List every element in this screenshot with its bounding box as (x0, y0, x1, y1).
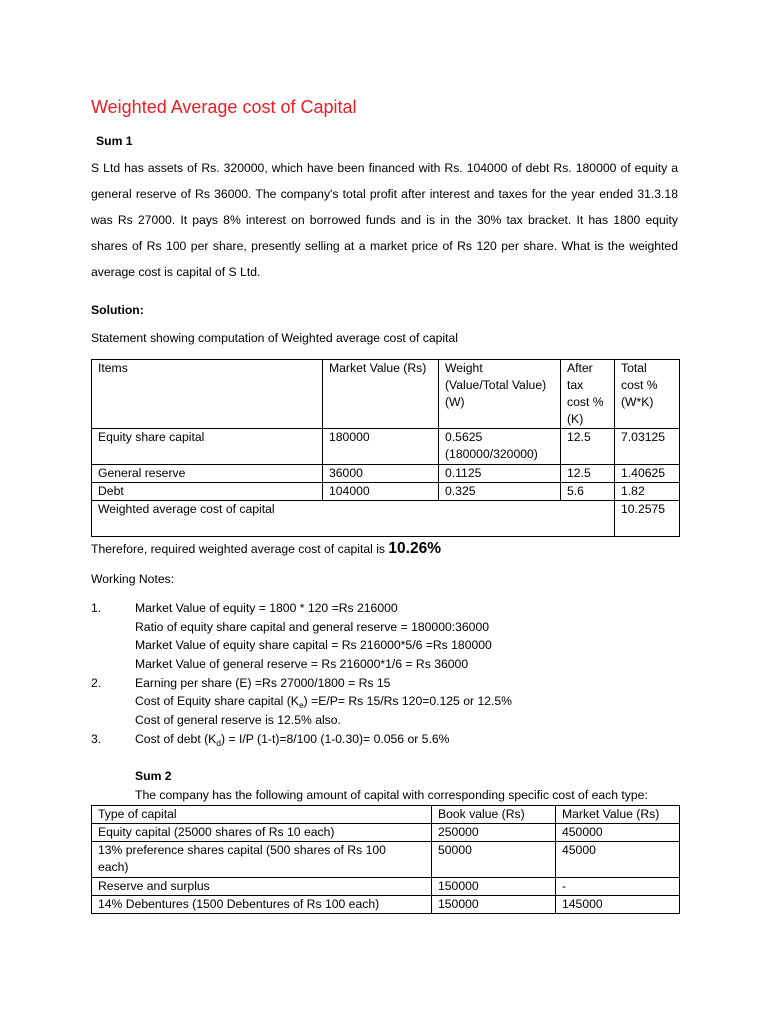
question-line: general reserve of Rs 36000. The company's total profit after interest and taxes for the year ended 31.3.18 (91, 187, 678, 201)
note-line: Market Value of equity = 1800 * 120 =Rs 216000 (135, 601, 398, 615)
note-line (135, 692, 678, 711)
table-row (92, 483, 680, 501)
subscript: e (298, 700, 304, 711)
column-header-after-tax-cost: After tax cost % (K) (561, 360, 615, 429)
column-header-total-cost: Total cost % (W*K) (615, 360, 680, 429)
note-line: Ratio of equity share capital and general reserve = 180000:36000 (135, 619, 490, 634)
working-notes-list (91, 599, 678, 749)
column-header-type-of-capital: Type of capital (92, 806, 432, 824)
column-header-weight: Weight (Value/Total Value) (W) (439, 360, 561, 429)
table-header-row (92, 360, 680, 429)
working-notes-label: Working Notes: (91, 572, 175, 586)
table-cell: 1.82 (615, 483, 680, 501)
table-row (92, 429, 680, 465)
note-line: Market Value of general reserve = Rs 216000*1/6 = Rs 36000 (135, 657, 469, 672)
question-line: average cost is capital of S Ltd. (91, 265, 261, 279)
table-cell: General reserve (92, 465, 323, 483)
working-note (91, 674, 678, 730)
table-cell: Equity share capital (92, 429, 323, 465)
table-cell: 5.6 (561, 483, 615, 501)
table-cell: Debt (92, 483, 323, 501)
note-line: Market Value of equity share capital = Rs 216000*5/6 =Rs 180000 (135, 638, 492, 653)
table-row (92, 842, 680, 878)
table-cell: 145000 (556, 896, 680, 914)
note-number: 3. (91, 731, 102, 746)
note-line (135, 730, 678, 749)
table-cell: 104000 (323, 483, 439, 501)
note-line: Cost of general reserve is 12.5% also. (135, 713, 341, 728)
wacc-computation-table (91, 359, 680, 537)
sum2-intro: The company has the following amount of capital with corresponding specific cost of each type: (135, 788, 648, 802)
table-row (92, 465, 680, 483)
working-note (91, 730, 678, 749)
solution-label: Solution: (91, 303, 144, 317)
column-header-market-value: Market Value (Rs) (556, 806, 680, 824)
table-cell: 12.5 (561, 429, 615, 465)
note-number: 2. (91, 675, 102, 690)
question-line: S Ltd has assets of Rs. 320000, which have been financed with Rs. 104000 of debt Rs. 180000 of equity a (91, 161, 678, 175)
total-label: Weighted average cost of capital (92, 501, 615, 537)
table-cell: 180000 (323, 429, 439, 465)
table-cell: 0.5625 (180000/320000) (439, 429, 561, 465)
table-total-row (92, 501, 680, 537)
table-row (92, 824, 680, 842)
table-cell: 1.40625 (615, 465, 680, 483)
subscript: d (216, 737, 222, 748)
note-number: 1. (91, 601, 102, 615)
table-cell: Equity capital (25000 shares of Rs 10 each) (92, 824, 432, 842)
question-line: was Rs 27000. It pays 8% interest on borrowed funds and is in the 30% tax bracket. It has 1800 equity (91, 213, 678, 227)
sum1-question (91, 155, 678, 285)
table-row (92, 878, 680, 896)
sum2-heading: Sum 2 (135, 769, 172, 783)
table-cell: - (556, 878, 680, 896)
table-cell: 150000 (432, 896, 556, 914)
table-cell: 14% Debentures (1500 Debentures of Rs 100 each) (92, 896, 432, 914)
table-cell: Reserve and surplus (92, 878, 432, 896)
note-text: Cost of debt (K (135, 731, 217, 746)
table-cell: 7.03125 (615, 429, 680, 465)
conclusion (91, 539, 441, 559)
note-text: ) = I/P (1-t)=8/100 (1-0.30)= 0.056 or 5.6% (221, 731, 450, 746)
statement-caption: Statement showing computation of Weighted average cost of capital (91, 331, 458, 345)
table-cell: 36000 (323, 465, 439, 483)
column-header-book-value: Book value (Rs) (432, 806, 556, 824)
table-cell: 50000 (432, 842, 556, 878)
table-header-row (92, 806, 680, 824)
note-text: ) =E/P= Rs 15/Rs 120=0.125 or 12.5% (303, 694, 513, 709)
note-line: Earning per share (E) =Rs 27000/1800 = Rs 15 (135, 675, 391, 690)
capital-structure-table (91, 805, 680, 914)
table-cell: 45000 (556, 842, 680, 878)
question-line: shares of Rs 100 per share, presently selling at a market price of Rs 120 per share. What is the weighted (91, 239, 678, 253)
table-cell: 250000 (432, 824, 556, 842)
column-header-items: Items (92, 360, 323, 429)
working-note (91, 599, 678, 674)
sum1-heading: Sum 1 (96, 134, 133, 148)
table-cell: 0.325 (439, 483, 561, 501)
table-cell: 450000 (556, 824, 680, 842)
table-cell: 0.1125 (439, 465, 561, 483)
table-cell: 150000 (432, 878, 556, 896)
total-value: 10.2575 (615, 501, 680, 537)
conclusion-text: Therefore, required weighted average cost of capital is (91, 542, 386, 556)
note-text: Cost of Equity share capital (K (135, 694, 299, 709)
column-header-market-value: Market Value (Rs) (323, 360, 439, 429)
table-cell: 13% preference shares capital (500 shares of Rs 100 each) (92, 842, 432, 878)
table-cell: 12.5 (561, 465, 615, 483)
conclusion-value: 10.26% (388, 540, 441, 557)
page-title: Weighted Average cost of Capital (91, 97, 357, 117)
table-row (92, 896, 680, 914)
